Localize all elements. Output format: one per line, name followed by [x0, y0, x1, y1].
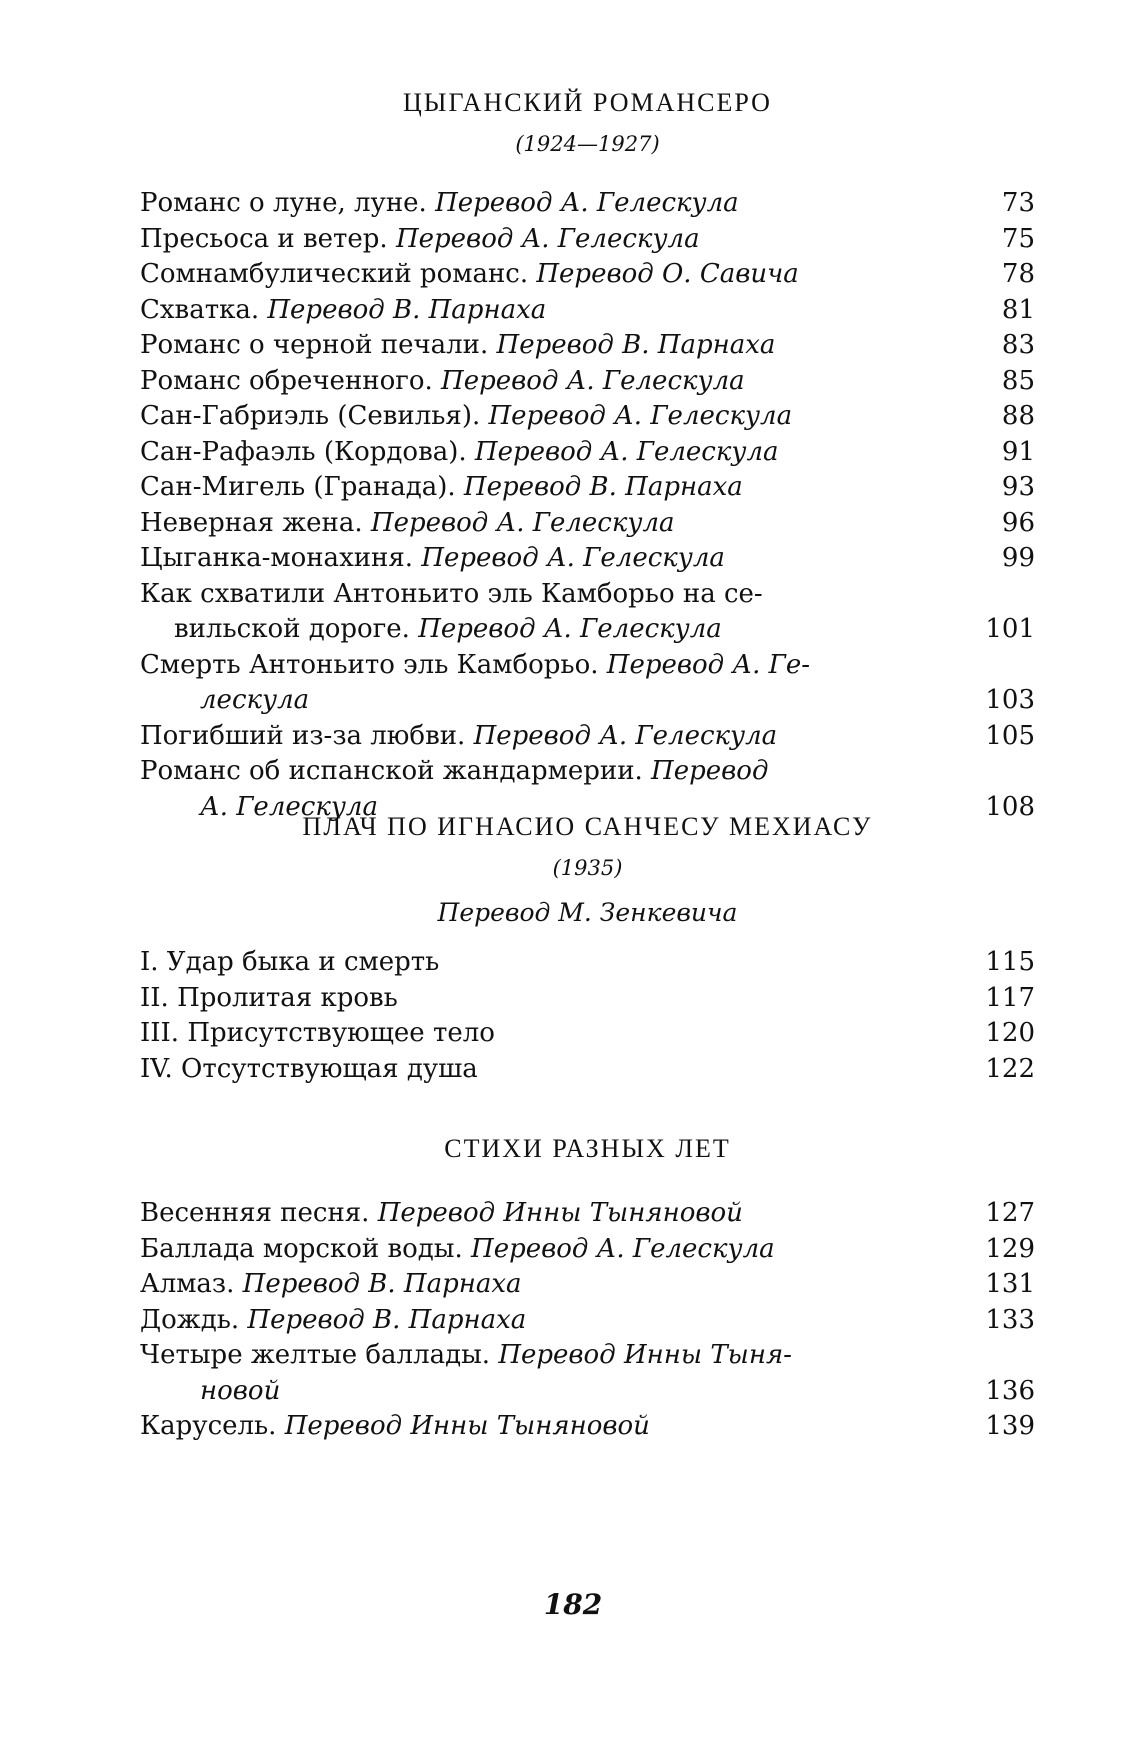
entry-line [140, 754, 933, 790]
toc-entry [140, 222, 1035, 258]
entry-translator: Перевод А. Гелескула [387, 223, 700, 254]
toc-entry-text [140, 981, 963, 1017]
entry-title: Романс об испанской жандармерии. [140, 756, 643, 786]
toc-entry-text [140, 1303, 963, 1339]
entry-title: Сомнамбулический романс. [140, 259, 529, 289]
entry-line [140, 945, 933, 981]
entry-translator-continued: лескула [200, 685, 310, 715]
entry-page-number: 131 [985, 1269, 1035, 1299]
entry-title: Весенняя песня. [140, 1198, 370, 1228]
entry-page-number: 75 [1001, 223, 1035, 254]
toc-entry [140, 1409, 1035, 1445]
entry-title: II. Пролитая кровь [140, 982, 398, 1013]
entry-line [140, 364, 933, 400]
entry-line [140, 399, 933, 435]
entry-line [140, 293, 933, 329]
toc-entry-text [140, 364, 963, 400]
entry-line [140, 541, 933, 577]
entry-title-continued: вильской дороге. [174, 614, 410, 644]
toc-entry-text [140, 1409, 963, 1445]
toc-entries [140, 945, 1035, 1087]
entry-translator: Перевод В. Парнаха [259, 294, 547, 325]
entry-title: Баллада морской воды. [140, 1233, 463, 1264]
section-translator: Перевод М. Зенкевича [437, 898, 738, 927]
entry-line [140, 186, 933, 222]
entry-line [140, 328, 933, 364]
entry-title: Неверная жена. [140, 507, 363, 538]
entry-line [140, 648, 933, 684]
toc-entry-text [140, 328, 963, 364]
toc-entry-text [140, 719, 963, 755]
entry-title: I. Удар быка и смерть [140, 947, 440, 977]
entry-translator: Перевод В. Парнаха [239, 1304, 527, 1335]
entry-page-number: 127 [985, 1198, 1035, 1228]
entry-translator: Перевод А. Гелескула [465, 720, 778, 751]
entry-page-number: 108 [985, 791, 1035, 822]
entry-title: Как схватили Антоньито эль Камборьо на се- [140, 578, 763, 609]
entry-translator: Перевод Инны Тыняновой [369, 1198, 743, 1228]
toc-entry [140, 945, 1035, 981]
section-gypsy-ballads [140, 88, 1035, 825]
toc-entry [140, 257, 1035, 293]
toc-entry-text [140, 293, 963, 329]
entry-translator: Перевод Инны Тыняновой [276, 1411, 650, 1441]
entry-page-number: 129 [985, 1233, 1035, 1264]
entry-line [140, 506, 933, 542]
entry-line [140, 1267, 933, 1303]
toc-entry-text [140, 1052, 963, 1088]
entry-page-number: 101 [985, 614, 1035, 644]
section-title: ЦЫГАНСКИЙ РОМАНСЕРО [403, 88, 772, 117]
entry-line [140, 577, 933, 613]
entry-page-number: 81 [1001, 294, 1035, 325]
toc-entry-text [140, 1232, 963, 1268]
toc-entry [140, 1232, 1035, 1268]
toc-entry-text [140, 1267, 963, 1303]
toc-entry [140, 1338, 1035, 1409]
entry-title: Смерть Антоньито эль Камборьо. [140, 649, 599, 680]
entry-translator: Перевод А. Гелескула [426, 188, 739, 218]
entry-title: Схватка. [140, 294, 260, 325]
entry-translator: Перевод А. Гелескула [362, 507, 675, 538]
entry-page-number: 93 [1001, 472, 1035, 502]
entry-translator-continued: новой [200, 1375, 281, 1406]
entry-page-number: 136 [985, 1375, 1035, 1406]
entry-translator: Перевод В. Парнаха [234, 1269, 522, 1299]
entry-translator: Перевод А. Гелескула [466, 436, 779, 467]
entry-line-continued [140, 1374, 933, 1410]
entry-line [140, 257, 933, 293]
toc-entry [140, 541, 1035, 577]
toc-entry [140, 293, 1035, 329]
entry-page-number: 96 [1001, 507, 1035, 538]
entry-line [140, 719, 933, 755]
entry-line [140, 435, 933, 471]
entry-title: Сан-Мигель (Гранада). [140, 472, 456, 502]
entry-line [140, 222, 933, 258]
toc-entry [140, 506, 1035, 542]
entry-page-number: 105 [985, 720, 1035, 751]
entry-title: Романс о черной печали. [140, 330, 489, 360]
toc-entry-text [140, 399, 963, 435]
entry-translator-continued: Перевод А. Гелескула [409, 614, 722, 644]
toc-entry [140, 1267, 1035, 1303]
entry-title: III. Присутствующее тело [140, 1018, 495, 1048]
section-poems-various-years [140, 1134, 1035, 1445]
toc-entry [140, 470, 1035, 506]
toc-entry [140, 186, 1035, 222]
entry-translator: Перевод В. Парнаха [488, 330, 776, 360]
toc-entry-text [140, 186, 963, 222]
entry-page-number: 83 [1001, 330, 1035, 360]
entry-title: Погибший из-за любви. [140, 720, 466, 751]
toc-entry [140, 1196, 1035, 1232]
toc-entry-text [140, 648, 963, 719]
toc-entry-text [140, 506, 963, 542]
entry-page-number: 122 [985, 1053, 1035, 1084]
toc-entry [140, 328, 1035, 364]
section-title: СТИХИ РАЗНЫХ ЛЕТ [444, 1134, 731, 1163]
entry-line-continued [140, 683, 933, 719]
entry-title: Романс о луне, луне. [140, 188, 427, 218]
toc-entry-text [140, 1016, 963, 1052]
entry-page-number: 99 [1001, 543, 1035, 573]
toc-entry [140, 1016, 1035, 1052]
entry-page-number: 120 [985, 1018, 1035, 1048]
entry-title: Цыганка-монахиня. [140, 543, 414, 573]
toc-entry [140, 364, 1035, 400]
toc-entries [140, 186, 1035, 825]
toc-entry-text [140, 541, 963, 577]
entry-page-number: 88 [1001, 401, 1035, 431]
entry-line [140, 1232, 933, 1268]
entry-line [140, 981, 933, 1017]
entry-page-number: 91 [1001, 436, 1035, 467]
toc-entry [140, 399, 1035, 435]
toc-entry-text [140, 435, 963, 471]
toc-entry-text [140, 257, 963, 293]
entry-page-number: 115 [985, 947, 1035, 977]
entry-line [140, 470, 933, 506]
entry-line [140, 1338, 933, 1374]
entry-page-number: 73 [1001, 188, 1035, 218]
toc-entry-text [140, 1196, 963, 1232]
entry-translator: Перевод [642, 756, 769, 786]
section-years: (1924—1927) [515, 132, 660, 156]
toc-entry [140, 577, 1035, 648]
entry-title: Карусель. [140, 1411, 277, 1441]
toc-entries [140, 1196, 1035, 1445]
entry-line-continued [140, 612, 933, 648]
entry-translator: Перевод В. Парнаха [455, 472, 743, 502]
entry-title: Четыре желтые баллады. [140, 1340, 491, 1370]
toc-entry-text [140, 470, 963, 506]
entry-page-number: 85 [1001, 365, 1035, 396]
entry-translator: Перевод О. Савича [528, 259, 799, 289]
entry-translator: Перевод А. Гелескула [413, 543, 725, 573]
entry-translator: Перевод А. Гелескула [462, 1233, 775, 1264]
entry-title: Сан-Рафаэль (Кордова). [140, 436, 467, 467]
entry-page-number: 78 [1001, 259, 1035, 289]
entry-title: Романс обреченного. [140, 365, 433, 396]
entry-line [140, 1303, 933, 1339]
toc-entry-text [140, 1338, 963, 1409]
section-years: (1935) [552, 856, 623, 880]
entry-title: Дождь. [140, 1304, 240, 1335]
entry-page-number: 103 [985, 685, 1035, 715]
entry-title: IV. Отсутствующая душа [140, 1053, 478, 1084]
toc-entry [140, 1303, 1035, 1339]
toc-entry [140, 981, 1035, 1017]
toc-entry [140, 648, 1035, 719]
page-number: 182 [543, 1588, 603, 1621]
entry-title: Алмаз. [140, 1269, 235, 1299]
entry-line [140, 1016, 933, 1052]
toc-entry-text [140, 577, 963, 648]
entry-translator: Перевод А. Ге- [598, 649, 810, 680]
toc-entry-text [140, 222, 963, 258]
section-lament [140, 812, 1035, 1087]
entry-translator: Перевод Инны Тыня- [490, 1340, 792, 1370]
entry-translator: Перевод А. Гелескула [480, 401, 793, 431]
entry-page-number: 117 [985, 982, 1035, 1013]
toc-entry [140, 435, 1035, 471]
entry-line [140, 1409, 933, 1445]
entry-page-number: 139 [985, 1411, 1035, 1441]
entry-line [140, 1052, 933, 1088]
toc-entry [140, 1052, 1035, 1088]
entry-page-number: 133 [985, 1304, 1035, 1335]
toc-entry [140, 719, 1035, 755]
section-title: ПЛАЧ ПО ИГНАСИО САНЧЕСУ МЕХИАСУ [302, 812, 873, 841]
entry-line [140, 1196, 933, 1232]
entry-translator-continued: А. Гелескула [200, 791, 378, 822]
entry-title: Пресьоса и ветер. [140, 223, 388, 254]
entry-translator: Перевод А. Гелескула [432, 365, 745, 396]
entry-title: Сан-Габриэль (Севилья). [140, 401, 481, 431]
toc-entry-text [140, 945, 963, 981]
